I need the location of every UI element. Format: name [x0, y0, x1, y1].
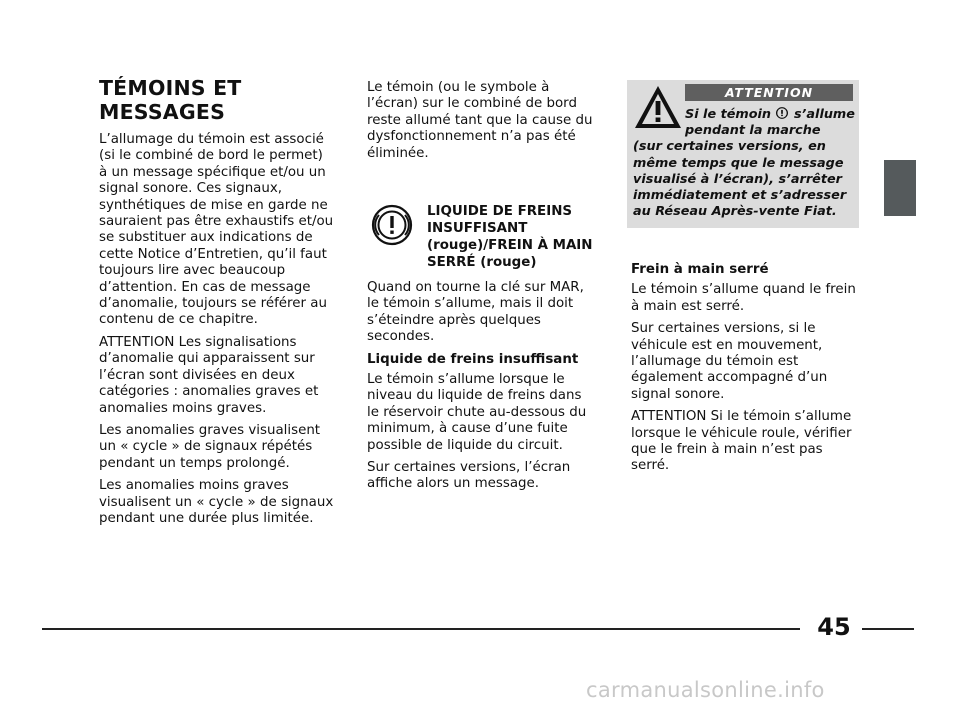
subhead-brake-fluid: Liquide de freins insuffisant [367, 351, 579, 367]
paragraph-key-mar: Quand on tourne la clé sur MAR, le témoin s’allume, mais il doit s’éteindre après quelques secondes. [367, 280, 584, 345]
brake-warning-icon [367, 200, 417, 250]
paragraph-display-message: Sur certaines versions, l’écran affiche alors un message. [367, 460, 571, 492]
brake-warning-block [367, 200, 595, 272]
paragraph-attention-categories: ATTENTION Les signalisations d’anomalie qui apparaissent sur l’écran sont divisées en deux catégories : anomalies graves et anomalies moins graves. [99, 334, 319, 416]
paragraph-warning-persists: Le témoin (ou le symbole à l’écran) sur le combiné de bord reste allumé tant que la cause du dysfonctionnement n’a pas été éliminée. [367, 80, 593, 161]
attention-text-before-icon: Si le témoin [685, 107, 771, 122]
paragraph-intro: L’allumage du témoin est associé (si le combiné de bord le permet) à un message spécifique et/ou un signal sonore. Ces signaux, synthétiques de mise en garde ne sauraient pas être exhaustifs et/ou se substituer aux indications de cette Notice d’Entretien, qu’il faut toujours lire avec beaucoup d’attention. En cas de message d’anomalie, toujours se référer au contenu de ce chapitre. [99, 132, 334, 328]
chapter-tab [884, 160, 916, 216]
page-number: 45 [817, 613, 851, 641]
paragraph-minor-anomalies: Les anomalies moins graves visualisent un « cycle » de signaux pendant une durée plus limitée. [99, 478, 334, 526]
column-right [631, 262, 859, 481]
attention-text [633, 106, 857, 220]
paragraph-severe-anomalies: Les anomalies graves visualisent un « cycle » de signaux répétés pendant un temps prolongé. [99, 422, 321, 471]
attention-text-rest: (sur certaines versions, en même temps que le message visualisé à l’écran), s’arrêter immédiatement et s’adresser au Réseau Après-vente Fiat. [633, 139, 847, 220]
footer-rule-right [862, 628, 914, 630]
column-middle-lower [367, 280, 595, 499]
paragraph-brake-fluid-level: Le témoin s’allume lorsque le niveau du liquide de freins dans le réservoir chute au-dessous du minimum, à cause d’une fuite possible de liquide du circuit. [367, 372, 587, 453]
footer-rule-left [42, 628, 800, 630]
paragraph-handbrake-attention: ATTENTION Si le témoin s’allume lorsque le véhicule roule, vérifier que le frein à main n’est pas serré. [631, 409, 852, 474]
brake-warning-heading: LIQUIDE DE FREINS INSUFFISANT (rouge)/FREIN À MAIN SERRÉ (rouge) [427, 204, 593, 270]
attention-box [627, 80, 859, 228]
paragraph-handbrake-moving: Sur certaines versions, si le véhicule est en mouvement, l’allumage du témoin est également accompagné d’un signal sonore. [631, 321, 828, 402]
attention-label: ATTENTION [685, 84, 853, 101]
paragraph-handbrake-on: Le témoin s’allume quand le frein à main est serré. [631, 282, 856, 314]
section-title: TÉMOINS ET MESSAGES [99, 76, 242, 124]
subhead-handbrake: Frein à main serré [631, 262, 769, 277]
column-middle [367, 80, 595, 168]
attention-text-after-icon: s’allume pendant la marche [685, 107, 855, 139]
brake-warning-icon [775, 106, 789, 120]
column-left [99, 76, 335, 533]
watermark: carmanualsonline.info [586, 678, 825, 702]
